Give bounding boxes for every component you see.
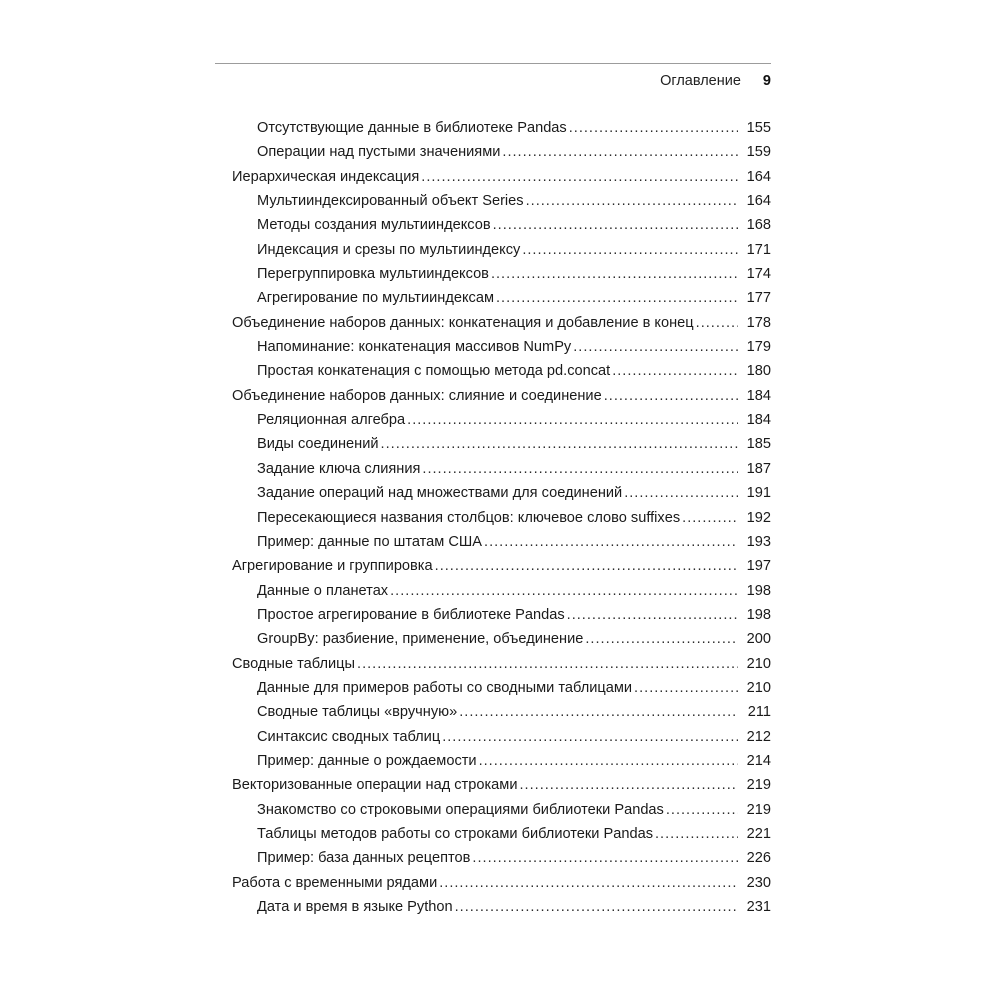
toc-leader-dots — [567, 607, 738, 623]
toc-entry-label: Дата и время в языке Python — [257, 899, 453, 915]
toc-entry — [215, 704, 771, 728]
toc-leader-dots — [612, 363, 738, 379]
toc-entry-label: Работа с временными рядами — [232, 874, 438, 891]
toc-leader-dots — [522, 242, 738, 258]
toc-entry — [215, 777, 771, 801]
toc-entry-page: 184 — [746, 387, 771, 404]
toc-entry-label: Реляционная алгебра — [257, 412, 406, 429]
toc-leader-dots — [502, 144, 738, 160]
header-title: Оглавление — [660, 73, 741, 89]
toc-entry-label: Простое агрегирование в библиотеке Pandas — [257, 606, 565, 623]
toc-leader-dots — [526, 193, 738, 209]
toc-entry — [215, 826, 771, 850]
toc-entry-label: Напоминание: конкатенация массивов NumPy — [257, 339, 572, 356]
toc-leader-dots — [573, 339, 738, 355]
page-content — [215, 63, 771, 923]
toc-leader-dots — [682, 510, 738, 526]
toc-entry-page: 168 — [746, 217, 771, 234]
toc-leader-dots — [472, 850, 738, 866]
toc-entry — [215, 510, 771, 534]
toc-entry-page: 185 — [746, 436, 771, 453]
toc-entry — [215, 436, 771, 460]
toc-entry — [215, 875, 771, 899]
toc-entry — [215, 461, 771, 485]
toc-entry — [215, 753, 771, 777]
toc-entry — [215, 388, 771, 412]
toc-entry — [215, 729, 771, 753]
toc-leader-dots — [655, 826, 738, 842]
toc-entry-page: 226 — [746, 850, 771, 867]
toc-entry-label: Сводные таблицы «вручную» — [257, 704, 458, 721]
toc-entry-label: Векторизованные операции над строками — [232, 777, 518, 794]
toc-entry-page: 231 — [746, 899, 771, 915]
toc-entry-page: 187 — [746, 460, 771, 477]
toc-entry-label: Виды соединений — [257, 436, 379, 453]
toc-entry-label: Пример: данные по штатам США — [257, 533, 483, 550]
toc-entry-page: 178 — [746, 314, 771, 331]
toc-leader-dots — [634, 680, 738, 696]
toc-leader-dots — [435, 558, 738, 574]
toc-leader-dots — [479, 753, 738, 769]
toc-leader-dots — [585, 631, 738, 647]
toc-entry-label: Знакомство со строковыми операциями библиотеки Pandas — [257, 801, 664, 818]
toc-entry-page: 219 — [746, 801, 771, 818]
toc-entry-page: 198 — [746, 582, 771, 599]
toc-entry-page: 192 — [746, 509, 771, 526]
toc-entry-label: Синтаксис сводных таблиц — [257, 728, 441, 745]
toc-entry-page: 221 — [746, 825, 771, 842]
toc-entry-label: Перегруппировка мультииндексов — [257, 266, 489, 283]
toc-entry — [215, 193, 771, 217]
toc-entry-label: Пересекающиеся названия столбцов: ключевое слово suffixes — [257, 509, 681, 526]
toc-entry — [215, 534, 771, 558]
toc-entry — [215, 242, 771, 266]
toc-entry-page: 214 — [746, 752, 771, 769]
toc-entry — [215, 412, 771, 436]
toc-entry-label: Данные о планетах — [257, 582, 389, 599]
toc-list — [215, 120, 771, 923]
toc-entry — [215, 558, 771, 582]
toc-entry — [215, 850, 771, 874]
toc-entry-page: 155 — [746, 120, 771, 136]
toc-leader-dots — [666, 802, 738, 818]
toc-entry-page: 171 — [746, 241, 771, 258]
toc-leader-dots — [357, 656, 738, 672]
toc-entry-page: 210 — [746, 679, 771, 696]
toc-leader-dots — [439, 875, 738, 891]
toc-entry-page: 179 — [746, 339, 771, 356]
toc-entry-label: Операции над пустыми значениями — [257, 144, 501, 161]
toc-leader-dots — [624, 485, 738, 501]
toc-entry-page: 211 — [747, 704, 771, 721]
toc-entry — [215, 120, 771, 144]
page-header — [215, 72, 771, 90]
toc-entry-page: 219 — [746, 777, 771, 794]
toc-leader-dots — [422, 461, 738, 477]
toc-leader-dots — [696, 315, 738, 331]
toc-leader-dots — [569, 120, 738, 136]
toc-entry-label: Агрегирование и группировка — [232, 558, 433, 575]
toc-entry-page: 193 — [746, 533, 771, 550]
toc-entry-label: Мультииндексированный объект Series — [257, 193, 524, 210]
toc-entry-label: Таблицы методов работы со строками библиотеки Pandas — [257, 825, 653, 842]
toc-entry-page: 200 — [746, 631, 771, 648]
toc-entry-label: Сводные таблицы — [232, 655, 356, 672]
toc-entry — [215, 217, 771, 241]
toc-entry-page: 191 — [746, 485, 771, 502]
toc-leader-dots — [491, 266, 738, 282]
toc-entry — [215, 290, 771, 314]
toc-entry — [215, 680, 771, 704]
toc-leader-dots — [519, 777, 738, 793]
toc-leader-dots — [381, 436, 738, 452]
toc-entry-label: Пример: данные о рождаемости — [257, 752, 477, 769]
toc-leader-dots — [493, 217, 738, 233]
toc-entry-label: Отсутствующие данные в библиотеке Pandas — [257, 120, 567, 136]
toc-entry-label: Объединение наборов данных: слияние и соединение — [232, 387, 602, 404]
toc-entry — [215, 607, 771, 631]
toc-entry — [215, 144, 771, 168]
toc-leader-dots — [455, 899, 738, 915]
toc-entry-page: 198 — [746, 606, 771, 623]
toc-entry — [215, 802, 771, 826]
toc-entry — [215, 899, 771, 923]
toc-entry-label: Данные для примеров работы со сводными таблицами — [257, 679, 633, 696]
toc-entry-label: Методы создания мультииндексов — [257, 217, 491, 234]
header-divider — [215, 63, 771, 64]
toc-entry-label: GroupBy: разбиение, применение, объединение — [257, 631, 584, 648]
toc-entry-label: Задание операций над множествами для соединений — [257, 485, 623, 502]
toc-leader-dots — [421, 169, 738, 185]
toc-entry-page: 184 — [746, 412, 771, 429]
toc-entry — [215, 266, 771, 290]
toc-leader-dots — [407, 412, 738, 428]
toc-leader-dots — [484, 534, 738, 550]
toc-entry — [215, 315, 771, 339]
toc-entry-page: 230 — [746, 874, 771, 891]
toc-entry — [215, 485, 771, 509]
toc-entry — [215, 631, 771, 655]
toc-entry-label: Пример: база данных рецептов — [257, 850, 471, 867]
toc-entry-label: Иерархическая индексация — [232, 168, 420, 185]
toc-entry-page: 174 — [746, 266, 771, 283]
toc-entry — [215, 339, 771, 363]
toc-leader-dots — [442, 729, 738, 745]
toc-leader-dots — [496, 290, 738, 306]
toc-entry-page: 212 — [746, 728, 771, 745]
toc-entry-label: Объединение наборов данных: конкатенация и добавление в конец — [232, 314, 694, 331]
toc-leader-dots — [459, 704, 738, 720]
toc-entry — [215, 363, 771, 387]
toc-entry-label: Индексация и срезы по мультииндексу — [257, 241, 521, 258]
toc-entry-label: Задание ключа слияния — [257, 460, 421, 477]
toc-entry — [215, 169, 771, 193]
toc-entry-page: 197 — [746, 558, 771, 575]
toc-entry-page: 210 — [746, 655, 771, 672]
toc-entry — [215, 656, 771, 680]
toc-entry-page: 159 — [746, 144, 771, 161]
toc-entry-label: Агрегирование по мультииндексам — [257, 290, 494, 307]
toc-entry-page: 177 — [746, 290, 771, 307]
toc-entry — [215, 583, 771, 607]
toc-entry-page: 180 — [746, 363, 771, 380]
toc-entry-page: 164 — [746, 193, 771, 210]
toc-leader-dots — [604, 388, 738, 404]
toc-leader-dots — [390, 583, 738, 599]
header-page-number: 9 — [762, 73, 771, 89]
toc-entry-label: Простая конкатенация с помощью метода pd.concat — [257, 363, 611, 380]
toc-entry-page: 164 — [746, 168, 771, 185]
